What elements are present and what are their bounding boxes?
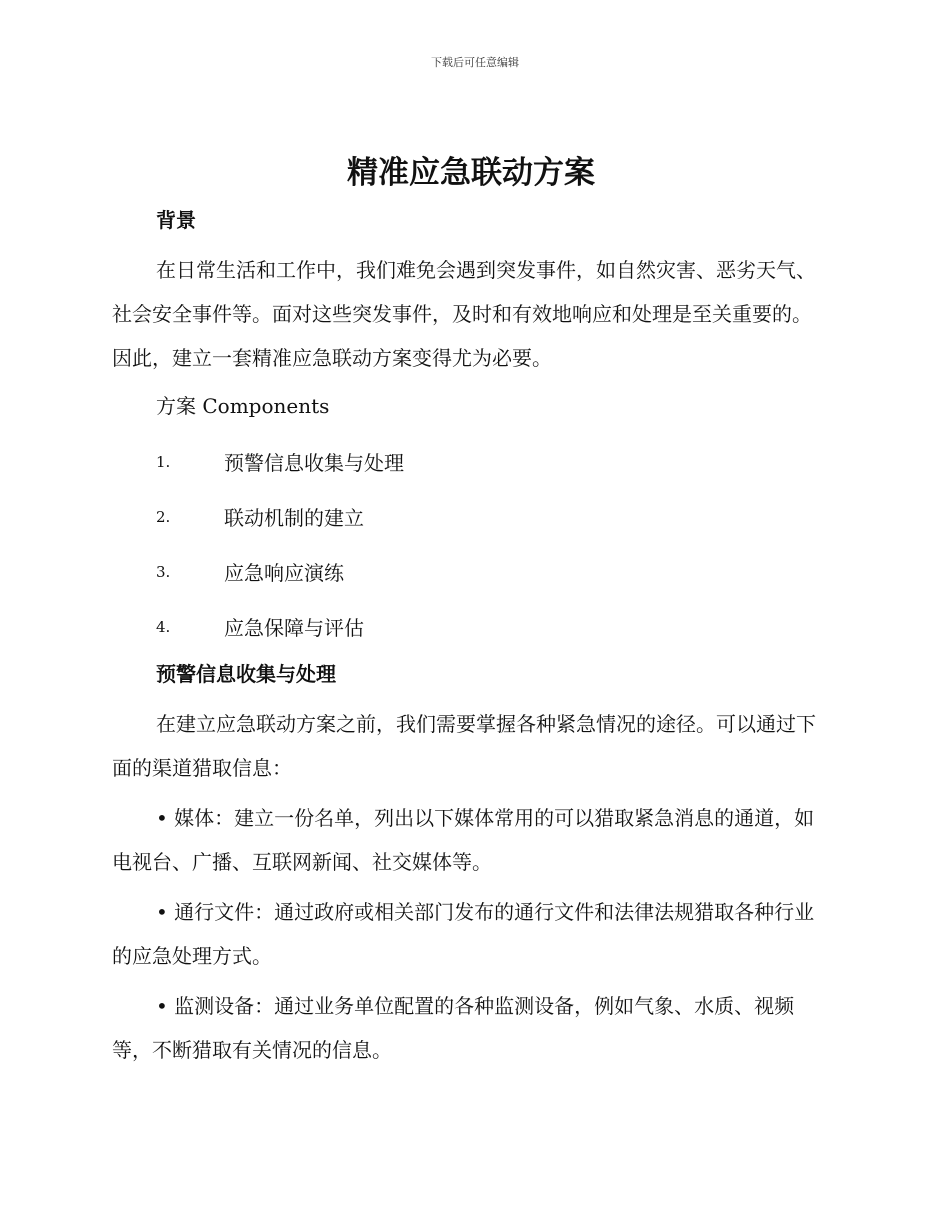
header-note: 下载后可任意编辑	[431, 56, 519, 69]
bullet-documents: • 通行文件：通过政府或相关部门发布的通行文件和法律法规猎取各种行业的应急处理方式。	[112, 900, 815, 968]
list-item-text: 联动机制的建立	[224, 506, 364, 530]
background-heading: 背景	[156, 208, 196, 232]
list-item	[112, 599, 830, 654]
components-list	[112, 434, 830, 654]
bullet-media: • 媒体：建立一份名单，列出以下媒体常用的可以猎取紧急消息的通道，如电视台、广播、互联网新闻、社交媒体等。	[112, 806, 815, 874]
bullet-monitoring: • 监测设备：通过业务单位配置的各种监测设备，例如气象、水质、视频等，不断猎取有关情况的信息。	[112, 994, 795, 1062]
document-title: 精准应急联动方案	[347, 155, 595, 191]
background-paragraph: 在日常生活和工作中，我们难免会遇到突发事件，如自然灾害、恶劣天气、社会安全事件等。面对这些突发事件，及时和有效地响应和处理是至关重要的。因此，建立一套精准应急联动方案变得尤为必要。	[112, 258, 816, 370]
list-item-text: 应急保障与评估	[224, 616, 364, 640]
document-body	[112, 148, 830, 1078]
list-item-number: 1.	[156, 452, 171, 471]
list-item	[112, 489, 830, 544]
list-item-text: 应急响应演练	[224, 561, 344, 585]
list-item	[112, 544, 830, 599]
list-item	[112, 434, 830, 489]
warning-intro-paragraph: 在建立应急联动方案之前，我们需要掌握各种紧急情况的途径。可以通过下面的渠道猎取信息：	[112, 712, 816, 780]
list-item-number: 4.	[156, 617, 171, 636]
warning-heading: 预警信息收集与处理	[156, 662, 336, 686]
list-item-number: 3.	[156, 562, 171, 581]
list-item-text: 预警信息收集与处理	[224, 451, 404, 475]
components-heading: 方案 Components	[156, 394, 330, 418]
list-item-number: 2.	[156, 507, 171, 526]
